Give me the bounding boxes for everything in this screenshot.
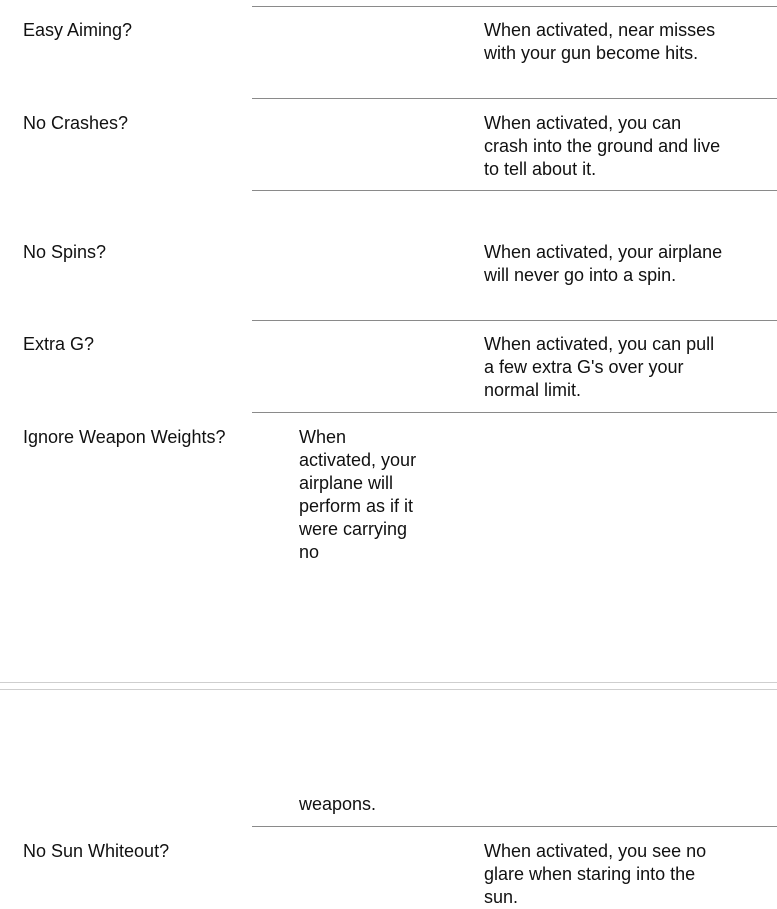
- option-description-ignore-weapon-weights: When activated, your airplane will perform as if it were carrying no: [299, 427, 417, 562]
- option-label-no-sun-whiteout: No Sun Whiteout?: [23, 841, 170, 861]
- option-label-extra-g: Extra G?: [23, 334, 95, 354]
- option-description-easy-aiming: When activated, near misses with your gun become hits.: [484, 20, 716, 63]
- option-description-no-spins: When activated, your airplane will never go into a spin.: [484, 242, 723, 285]
- option-description-no-sun-whiteout: When activated, you see no glare when staring into the sun.: [484, 841, 707, 907]
- option-label-no-spins: No Spins?: [23, 242, 107, 262]
- option-description-ignore-weapon-weights-continued: weapons.: [299, 794, 377, 814]
- row-divider: [252, 6, 777, 7]
- option-description-extra-g: When activated, you can pull a few extra G's over your normal limit.: [484, 334, 715, 400]
- row-divider: [252, 190, 777, 191]
- option-description-no-crashes: When activated, you can crash into the ground and live to tell about it.: [484, 113, 721, 179]
- row-divider: [252, 98, 777, 99]
- row-divider: [252, 412, 777, 413]
- option-label-ignore-weapon-weights: Ignore Weapon Weights?: [23, 427, 226, 447]
- row-divider: [252, 320, 777, 321]
- option-label-no-crashes: No Crashes?: [23, 113, 129, 133]
- row-divider: [252, 826, 777, 827]
- page-break: [0, 682, 777, 690]
- option-label-easy-aiming: Easy Aiming?: [23, 20, 133, 40]
